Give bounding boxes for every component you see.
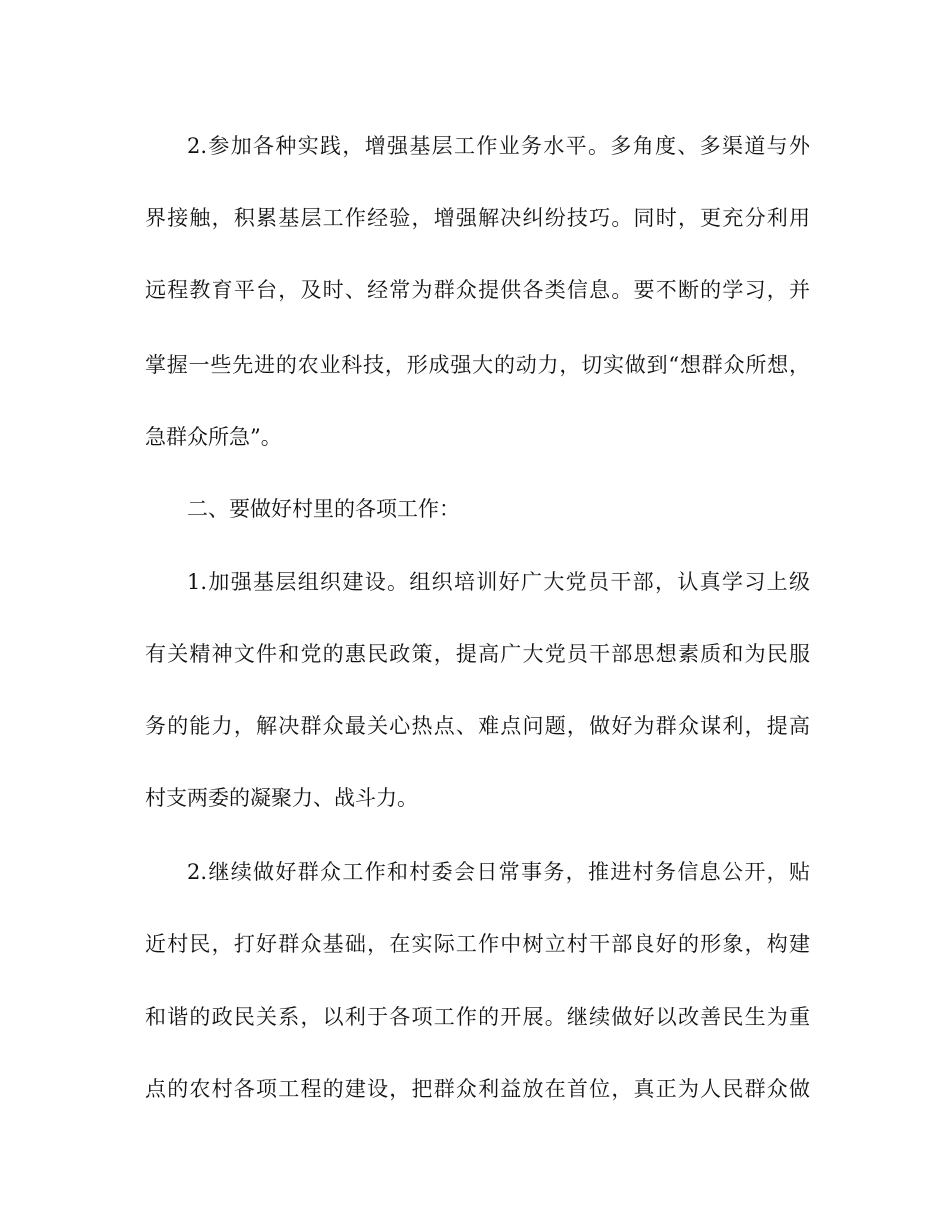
text-line: 点的农村各项工程的建设，把群众利益放在首位，真正为人民群众做 <box>145 1077 810 1101</box>
text-line: 有关精神文件和党的惠民政策，提高广大党员干部思想素质和为民服 <box>145 642 810 666</box>
section-heading: 二、要做好村里的各项工作： <box>187 497 460 521</box>
text-line: 务的能力，解决群众最关心热点、难点问题，做好为群众谋利，提高 <box>145 714 810 738</box>
text-line: 远程教育平台，及时、经常为群众提供各类信息。要不断的学习，并 <box>145 278 810 302</box>
text-line: 界接触，积累基层工作经验，增强解决纠纷技巧。同时，更充分利用 <box>145 206 810 230</box>
text-line: 2.继续做好群众工作和村委会日常事务，推进村务信息公开，贴 <box>187 860 810 884</box>
text-line: 1.加强基层组织建设。组织培训好广大党员干部，认真学习上级 <box>187 570 810 594</box>
text-line: 近村民，打好群众基础，在实际工作中树立村干部良好的形象，构建 <box>145 932 810 956</box>
text-line: 和谐的政民关系，以利于各项工作的开展。继续做好以改善民生为重 <box>145 1005 810 1029</box>
text-line: 急群众所急”。 <box>145 425 282 449</box>
text-line: 2.参加各种实践，增强基层工作业务水平。多角度、多渠道与外 <box>187 134 810 158</box>
text-line: 掌握一些先进的农业科技，形成强大的动力，切实做到“想群众所想， <box>145 353 810 377</box>
text-line: 村支两委的凝聚力、战斗力。 <box>145 786 418 810</box>
